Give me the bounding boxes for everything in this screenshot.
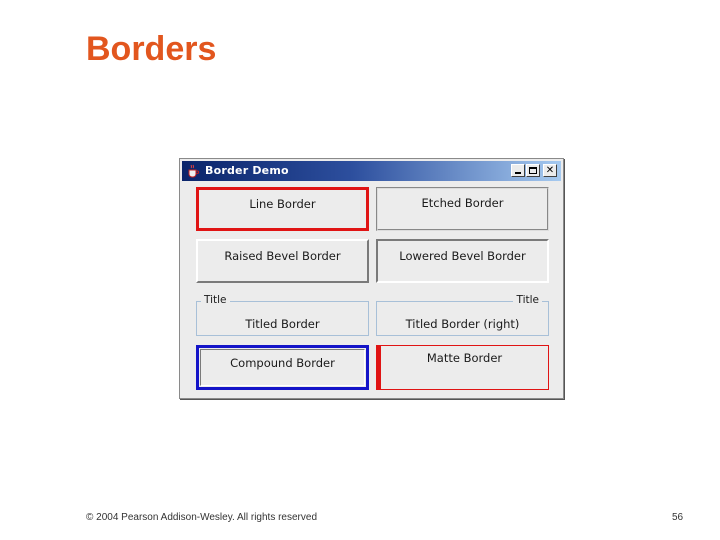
matte-border-label: Matte Border [426,351,503,365]
close-icon: ✕ [545,165,555,176]
border-demo-window [179,158,564,399]
java-cup-icon [186,164,200,178]
minimize-button[interactable] [511,164,525,177]
minimize-icon [515,172,521,174]
maximize-icon [529,167,537,174]
raised-bevel-border-label: Raised Bevel Border [224,249,341,263]
slide-title: Borders [86,30,217,68]
titled-border-label: Titled Border [245,317,320,331]
close-button[interactable] [543,164,557,177]
window-titlebar[interactable] [182,161,561,181]
lowered-bevel-border-label: Lowered Bevel Border [399,249,526,263]
etched-border-label: Etched Border [421,196,504,210]
page-number: 56 [672,512,684,523]
window-title: Border Demo [205,164,289,177]
line-border-label: Line Border [249,197,316,211]
matte-border-panel [376,345,549,390]
raised-bevel-border-panel [196,239,369,283]
copyright-footer: © 2004 Pearson Addison-Wesley. All rights reserved [86,512,318,523]
etched-border-panel [376,187,549,231]
line-border-panel [196,187,369,231]
titled-border-right-panel [376,294,549,336]
compound-border-label: Compound Border [230,356,335,370]
lowered-bevel-border-panel [376,239,549,283]
titled-border-right-title: Title [513,294,542,306]
titled-border-panel [196,294,369,336]
titled-border-right-label: Titled Border (right) [405,317,520,331]
titled-border-title: Title [201,294,230,306]
compound-border-panel [196,345,369,390]
maximize-button[interactable] [526,164,540,177]
